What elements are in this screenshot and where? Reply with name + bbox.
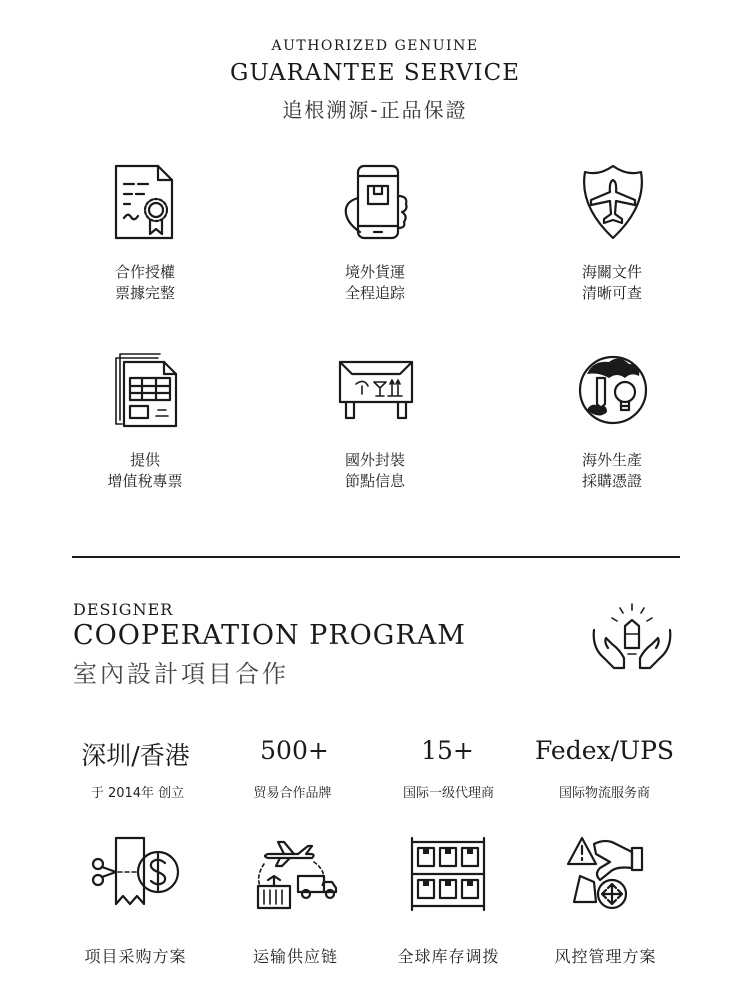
feature-label-6: 海外生產 採購憑證 <box>581 451 642 490</box>
section-divider <box>72 556 680 558</box>
logistics-icon <box>252 832 342 914</box>
stat-value-brands: 500+ <box>260 736 329 765</box>
feature-label-2: 境外貨運 全程追踪 <box>344 263 405 302</box>
hands-idea-icon <box>590 602 674 678</box>
origin-cloud-icon <box>573 350 653 430</box>
stat-caption-logistics: 国际物流服务商 <box>558 786 650 801</box>
program-subtitle: DESIGNER <box>73 600 174 619</box>
stat-caption-brands: 贸易合作品牌 <box>253 786 332 801</box>
feature-label-4: 提供 增值稅專票 <box>107 451 183 490</box>
header-title-cn: 追根溯源-正品保證 <box>282 98 468 122</box>
header-title: GUARANTEE SERVICE <box>229 60 521 86</box>
feature-label-5: 國外封裝 節點信息 <box>344 451 405 490</box>
feature-label-3: 海關文件 清晰可查 <box>581 263 642 302</box>
risk-control-icon <box>566 832 650 916</box>
stat-caption-location: 于 2014年 创立 <box>90 786 185 801</box>
service-label-risk: 风控管理方案 <box>554 947 657 966</box>
warehouse-shelf-icon <box>408 834 488 914</box>
program-title-cn: 室內設計項目合作 <box>73 660 289 688</box>
program-title: COOPERATION PROGRAM <box>73 620 466 651</box>
airplane-shield-icon <box>573 162 653 242</box>
stat-caption-agents: 国际一级代理商 <box>402 786 494 801</box>
scissors-dollar-icon <box>88 832 184 914</box>
service-label-inventory: 全球库存调拨 <box>397 947 500 966</box>
stat-value-location: 深圳/香港 <box>81 741 190 770</box>
package-box-icon <box>336 350 416 430</box>
stat-value-agents: 15+ <box>421 736 474 765</box>
header-subtitle: AUTHORIZED GENUINE <box>271 38 479 54</box>
certificate-icon <box>104 162 184 242</box>
invoice-icon <box>108 350 188 430</box>
service-label-procurement: 项目采购方案 <box>84 947 187 966</box>
stat-value-logistics: Fedex/UPS <box>534 736 675 765</box>
service-label-supply-chain: 运输供应链 <box>252 947 338 966</box>
phone-tracking-icon <box>336 162 416 242</box>
feature-label-1: 合作授權 票據完整 <box>114 263 175 302</box>
